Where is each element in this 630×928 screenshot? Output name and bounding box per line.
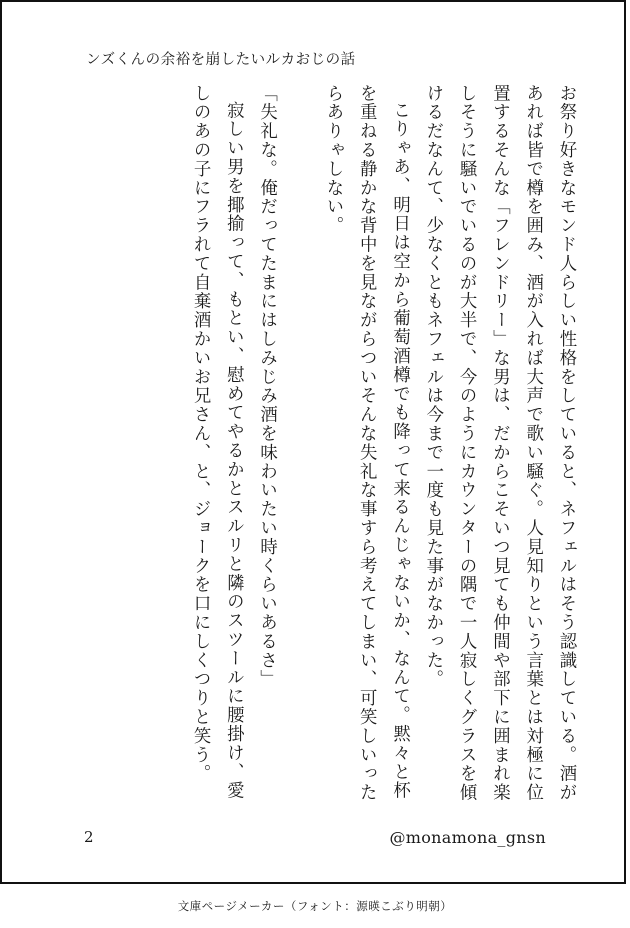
paragraph: 「失礼な。俺だってたまにはしみじみ酒を味わいたい時くらいあるさ」 [256,84,277,689]
running-title: ンズくんの余裕を崩したいルカおじの話 [86,52,356,68]
paragraph: お祭り好きなモンド人らしい性格をしていると、ネフェルはそう認識している。酒があれば皆で樽を囲み、酒が入れば大声で歌い騒ぐ。人見知りという言葉とは対極に位置するそんな「フレンドリー」な男は、だからこそいつ見ても仲間や部下に囲まれ楽しそうに騒いでいるのが大半で、今のようにカウンターの隅で一人寂しくグラスを傾けるだなんて、少なくともネフェルは今まで一度も見た事がなかった。 [422,84,576,803]
body-text [72,84,582,804]
paragraph: こりゃあ、明日は空から葡萄酒樽でも降って来るんじゃないか、なんて。黙々と杯を重ねる静かな背中を見ながらついそんな失礼な事すら考えてしまい、可笑しいったらありゃしない。 [322,84,410,803]
page-number: 2 [84,828,94,846]
footer-credit: 文庫ページメーカー（フォント：源暎こぶり明朝） [177,899,453,913]
paragraph: 寂しい男を揶揄って、もとい、慰めてやるかとスルリと隣のスツールに腰掛け、愛しのあの子にフラれて自棄酒かいお兄さん、と、ジョークを口にしくつりと笑う。 [190,84,244,801]
blank-line [283,84,316,804]
author-handle: @monamona_gnsn [389,828,546,847]
